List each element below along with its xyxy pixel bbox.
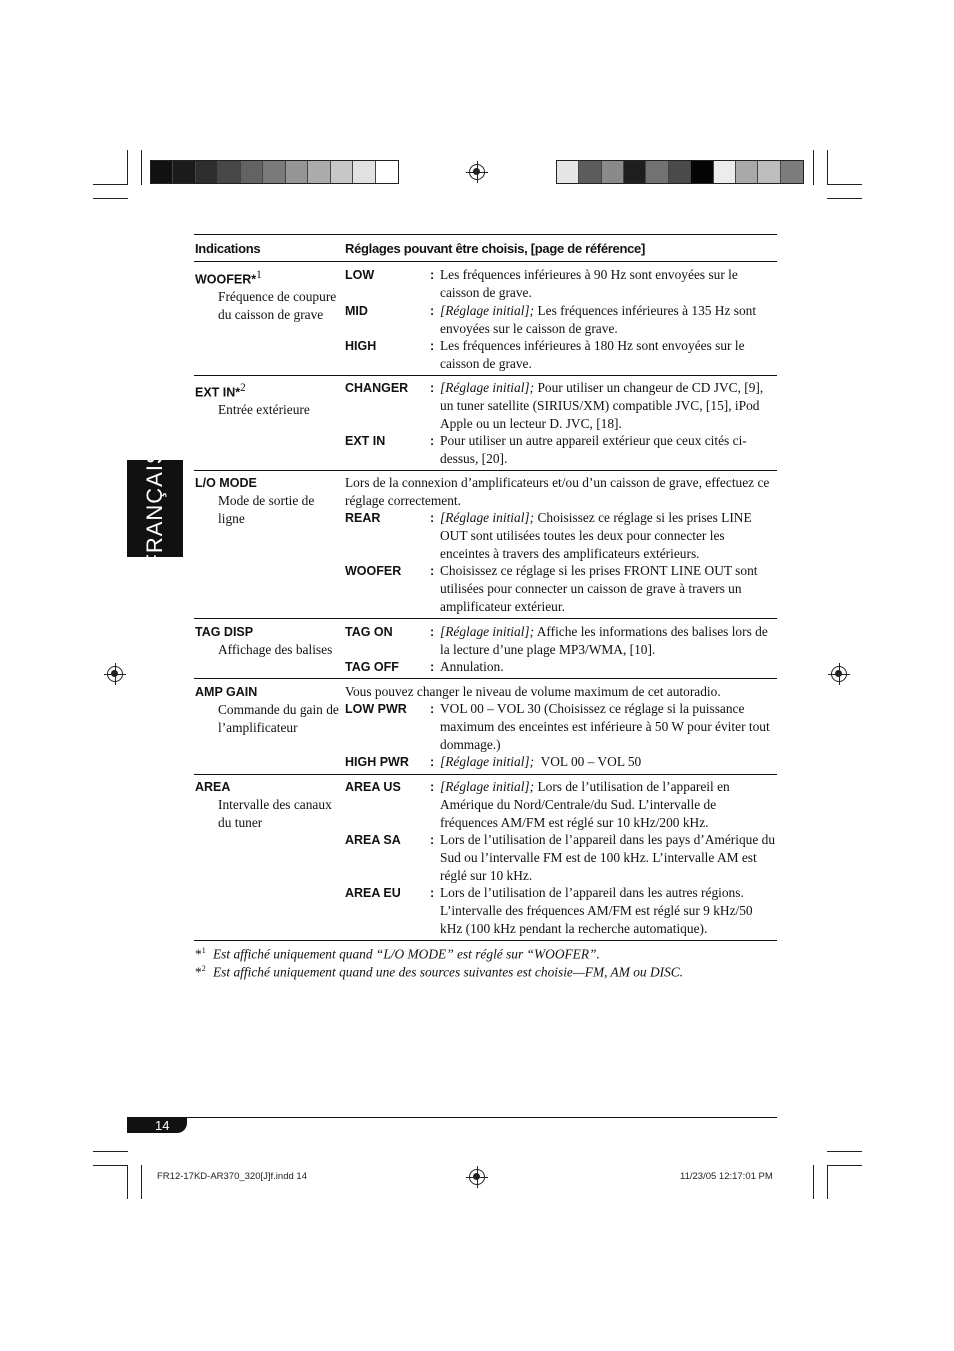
crop-mark xyxy=(827,150,828,185)
crop-mark xyxy=(127,1165,128,1199)
color-swatch xyxy=(557,161,579,183)
color-swatch xyxy=(624,161,646,183)
indication-label: AREA xyxy=(195,780,231,794)
crop-mark xyxy=(827,1165,828,1199)
option-label: CHANGER xyxy=(345,381,409,395)
crop-mark xyxy=(93,184,128,185)
registration-mark-icon xyxy=(107,666,123,682)
table-row-woofer: WOOFER*$^1$ Fréquence de coupure du caisson de grave LOW : Les fréquences inférieures à 90 Hz sont envoyées sur le caisson de grave. MID : [Réglage initial]; Les fréquences inférieures à 135 Hz sont envoyées sur le caisson de grave. HIGH : Les fréquences inférieures à 180 Hz sont envoyées sur le caisson de grave. xyxy=(194,262,777,376)
indication-description: Mode de sortie de ligne xyxy=(218,493,315,526)
table-header xyxy=(194,234,777,262)
crop-mark xyxy=(93,1151,128,1152)
crop-mark xyxy=(813,1165,814,1199)
indication-label: TAG DISP xyxy=(195,625,254,639)
crop-mark xyxy=(827,1165,862,1166)
crop-mark xyxy=(827,1151,862,1152)
color-swatch xyxy=(579,161,601,183)
color-swatch xyxy=(173,161,195,183)
color-swatch xyxy=(691,161,713,183)
footnote-ref: 2 xyxy=(240,382,246,394)
crop-mark xyxy=(141,150,142,185)
option-label: AREA EU xyxy=(345,886,401,900)
indication-description: Entrée extérieure xyxy=(218,402,310,418)
footer-rule xyxy=(127,1117,777,1118)
option-label: AREA US xyxy=(345,780,401,794)
option-text: [Réglage initial]; Affiche les informations des balises lors de la lecture d’une plage MP3/WMA, [10]. xyxy=(440,624,768,657)
option-text: Annulation. xyxy=(440,659,504,674)
settings-table xyxy=(194,234,777,941)
color-swatch xyxy=(241,161,263,183)
option-text: Les fréquences inférieures à 90 Hz sont envoyées sur le caisson de grave. xyxy=(440,267,738,300)
option-text: VOL 00 – VOL 30 (Choisissez ce réglage si la puissance maximum des enceintes est inférieure à 50 W pour éviter tout dommage.) xyxy=(440,701,770,752)
footnote-ref: 1 xyxy=(256,269,262,281)
header-settings: Réglages pouvant être choisis, [page de référence] xyxy=(345,241,645,256)
color-calibration-bar-right xyxy=(556,160,804,184)
option-text: [Réglage initial]; Lors de l’utilisation de l’appareil en Amérique du Nord/Centrale/du Sud. L’intervalle de fréquences AM/FM est réglé sur 10 kHz/200 kHz. xyxy=(440,779,730,830)
row-intro: Vous pouvez changer le niveau de volume maximum de cet autoradio. xyxy=(345,684,721,699)
indication-label: L/O MODE xyxy=(195,476,257,490)
page-number: 14 xyxy=(127,1118,187,1133)
option-label: LOW xyxy=(345,268,375,282)
option-text: [Réglage initial]; Les fréquences inférieures à 135 Hz sont envoyées sur le caisson de grave. xyxy=(440,303,757,336)
option-text: Pour utiliser un autre appareil extérieur que ceux cités ci-dessus, [20]. xyxy=(440,433,747,466)
indication-description: Affichage des balises xyxy=(218,642,333,657)
option-label: WOOFER xyxy=(345,564,402,578)
crop-mark xyxy=(827,198,862,199)
color-swatch xyxy=(376,161,398,183)
option-text: Les fréquences inférieures à 180 Hz sont envoyées sur le caisson de grave. xyxy=(440,338,745,371)
option-label: LOW PWR xyxy=(345,702,407,716)
indication-label: EXT IN* xyxy=(195,385,241,400)
language-label: FRANÇAIS xyxy=(142,448,167,568)
color-swatch xyxy=(308,161,330,183)
registration-mark-icon xyxy=(469,164,485,180)
option-text: [Réglage initial]; Choisissez ce réglage si les prises LINE OUT sont utilisées toutes les deux pour connecter les enceintes à travers des amplificateurs extérieurs. xyxy=(440,510,752,561)
indication-description: Fréquence de coupure du caisson de grave xyxy=(218,289,337,323)
color-swatch xyxy=(714,161,736,183)
option-label: REAR xyxy=(345,511,381,525)
color-swatch xyxy=(263,161,285,183)
crop-mark xyxy=(127,150,128,185)
color-swatch xyxy=(218,161,240,183)
row-intro: Lors de la connexion d’amplificateurs et/ou d’un caisson de grave, effectuez ce réglage correctement. xyxy=(345,475,770,508)
color-swatch xyxy=(151,161,173,183)
option-label: TAG OFF xyxy=(345,660,399,674)
table-row-area: AREA Intervalle des canaux du tuner AREA US : [Réglage initial]; Lors de l’utilisation de l’appareil en Amérique du Nord/Centrale/du Sud. L’intervalle de fréquences AM/FM est réglé sur 10 kHz/200 kHz. AREA SA : Lors de l’utilisation de l’appareil dans les pays d’Amérique du Sud ou l’intervalle FM est de 100 kHz. L’intervalle AM est réglé sur 10 kHz. AREA EU : Lors de l’utilisation de l’appareil dans les autres régions. L’intervalle des fréquences AM/FM est réglé sur 9 kHz/50 kHz (100 kHz pendant la recherche automatique). xyxy=(194,775,777,941)
crop-mark xyxy=(93,1165,128,1166)
indication-description: Intervalle des canaux du tuner xyxy=(218,797,332,830)
slug-filename: FR12-17KD-AR370_320[J]f.indd 14 xyxy=(157,1171,307,1182)
option-label: HIGH xyxy=(345,339,377,353)
option-text: Lors de l’utilisation de l’appareil dans les autres régions. L’intervalle des fréquences AM/FM est réglé sur 9 kHz/50 kHz (100 kHz pendant la recherche automatique). xyxy=(440,885,753,936)
option-text: [Réglage initial]; VOL 00 – VOL 50 xyxy=(440,754,642,769)
crop-mark xyxy=(827,184,862,185)
crop-mark xyxy=(813,150,814,185)
option-label: MID xyxy=(345,304,368,318)
color-swatch xyxy=(736,161,758,183)
header-indications: Indications xyxy=(195,241,261,256)
option-label: TAG ON xyxy=(345,625,393,639)
option-label: EXT IN xyxy=(345,434,386,448)
language-side-tab xyxy=(127,448,183,568)
table-row-tag-disp: TAG DISP Affichage des balises TAG ON : [Réglage initial]; Affiche les informations des balises lors de la lecture d’une plage MP3/WMA, [10]. TAG OFF : Annulation. xyxy=(194,619,777,679)
color-swatch xyxy=(669,161,691,183)
indication-description: Commande du gain de l’amplificateur xyxy=(218,702,339,735)
option-text: Choisissez ce réglage si les prises FRONT LINE OUT sont utilisées pour connecter un caisson de grave à travers un amplificateur extérieur. xyxy=(440,563,758,614)
indication-label: AMP GAIN xyxy=(195,685,258,699)
table-row-lo-mode: L/O MODE Mode de sortie de ligne Lors de la connexion d’amplificateurs et/ou d’un caisson de grave, effectuez ce réglage correctement. REAR : [Réglage initial]; Choisissez ce réglage si les prises LINE OUT sont utilisées toutes les deux pour connecter les enceintes à travers des amplificateurs extérieurs. WOOFER : Choisissez ce réglage si les prises FRONT LINE OUT sont utilisées pour connecter un caisson de grave à travers un amplificateur extérieur. xyxy=(194,471,777,619)
color-swatch xyxy=(286,161,308,183)
color-swatch xyxy=(602,161,624,183)
color-swatch xyxy=(646,161,668,183)
crop-mark xyxy=(93,198,128,199)
table-row-ext-in: EXT IN*$^2$ Entrée extérieure CHANGER : [Réglage initial]; Pour utiliser un changeur de CD JVC, [9], un tuner satellite (SIRIUS/XM) compatible JVC, [15], iPod Apple ou un lecteur D. JVC, [18]. EXT IN : Pour utiliser un autre appareil extérieur que ceux cités ci-dessus, [20]. xyxy=(194,376,777,471)
slug-date: 11/23/05 12:17:01 PM xyxy=(680,1171,773,1182)
option-label: HIGH PWR xyxy=(345,755,409,769)
crop-mark xyxy=(141,1165,142,1199)
color-swatch xyxy=(758,161,780,183)
option-label: AREA SA xyxy=(345,833,401,847)
option-text: Lors de l’utilisation de l’appareil dans les pays d’Amérique du Sud ou l’intervalle FM est de 100 kHz. L’intervalle AM est réglé sur 10 kHz. xyxy=(440,832,776,883)
footnote: *$^2$ Est affiché uniquement quand une des sources suivantes est choisie—FM, AM ou DISC. xyxy=(195,964,684,980)
option-text: [Réglage initial]; Pour utiliser un changeur de CD JVC, [9], un tuner satellite (SIRIUS/XM) compatible JVC, [15], iPod Apple ou un lecteur D. JVC, [18]. xyxy=(440,380,764,431)
color-swatch xyxy=(353,161,375,183)
footnote: *$^1$ Est affiché uniquement quand “L/O MODE” est réglé sur “WOOFER”. xyxy=(195,946,600,962)
color-calibration-bar-left xyxy=(150,160,399,184)
color-swatch xyxy=(331,161,353,183)
color-swatch xyxy=(781,161,803,183)
color-swatch xyxy=(196,161,218,183)
table-row-amp-gain: AMP GAIN Commande du gain de l’amplificateur Vous pouvez changer le niveau de volume maximum de cet autoradio. LOW PWR : VOL 00 – VOL 30 (Choisissez ce réglage si la puissance maximum des enceintes est inférieure à 50 W pour éviter tout dommage.) HIGH PWR : [Réglage initial]; VOL 00 – VOL 50 xyxy=(194,679,777,775)
registration-mark-icon xyxy=(831,666,847,682)
indication-label: WOOFER* xyxy=(195,272,257,287)
registration-mark-icon xyxy=(469,1169,485,1185)
